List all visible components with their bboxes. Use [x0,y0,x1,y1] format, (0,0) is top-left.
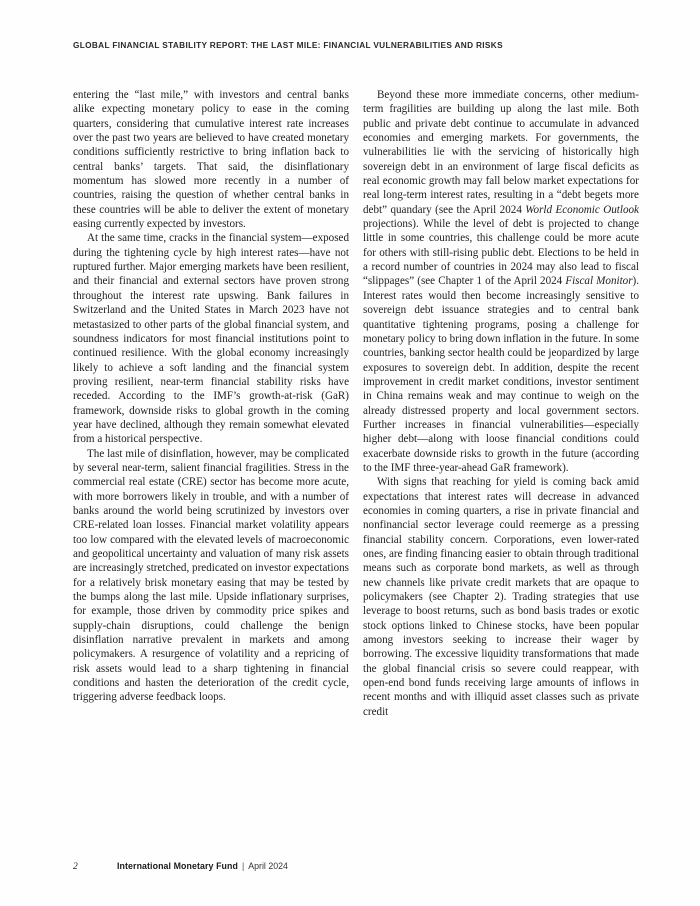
paragraph [73,231,349,446]
text-run: projections). While the level of debt is projected to change little in some countries, this challenge could be more acute for others with still-rising public debt. Elections to be held in a record number of countries in 2024 may also lead to fiscal “slippages” (see Chapter 1 of the April 2024 [363,218,639,288]
publisher-name: International Monetary Fund [117,861,238,871]
page-footer [73,861,288,872]
paragraph [363,475,639,719]
paragraph [363,88,639,475]
text-run: entering the “last mile,” with investors and central banks alike expecting monetary policy to ease in the coming quarters, considering that cumulative interest rate increases over the past two years are believed to have created monetary conditions sufficiently restrictive to bring inflation back to central banks’ targets. That said, the disinflationary momentum has slowed more recently in a number of countries, raising the question of whether central banks in these countries will be able to deliver the extent of monetary easing currently expected by investors. [73,89,349,231]
text-run: The last mile of disinflation, however, may be complicated by several near-term, salient financial fragilities. Stress in the commercial real estate (CRE) sector has become more acute, with more borrowers likely in trouble, and with a number of banks around the world being scrutinized by investors over CRE-related loan losses. Financial market volatility appears too low compared with the elevated levels of macroeconomic and geopolitical uncertainty and valuation of many risk assets are increasingly stretched, predicated on investor expectations for a relatively brisk monetary easing that may be tested by the bumps along the last mile. Upside inflationary surprises, for example, those driven by commodity price spikes and supply-chain disruptions, could challenge the benign disinflation narrative prevalent in markets and among policymakers. A resurgence of volatility and a repricing of risk assets would lead to a sharp tightening in financial conditions and hasten the deterioration of the credit cycle, triggering adverse feedback loops. [73,447,349,704]
paragraph [73,88,349,231]
footer-separator: | [241,861,245,871]
text-run: With signs that reaching for yield is coming back amid expectations that interest rates will decrease in advanced economies in coming quarters, a rise in private financial and nonfinancial sector leverage could reemerge as a pressing financial stability concern. Corporations, even lower-rated ones, are finding financing easier to obtain through traditional means such as corporate bond markets, as well as through new channels like private credit markets that are opaque to policymakers (see Chapter 2). Trading strategies that use leverage to boost returns, such as bond basis trades or exotic stock options linked to Chinese stocks, have been popular among investors seeking to increase their wager by borrowing. The excessive liquidity transformations that made the global financial crisis so severe could reappear, with open-end bond funds receiving large amounts of inflows in recent months and with illiquid asset classes such as private credit [363,476,639,718]
report-title: GLOBAL FINANCIAL STABILITY REPORT: THE LAST MILE: FINANCIAL VULNERABILITIES AND RISKS [73,40,503,50]
text-run: Beyond these more immediate concerns, other medium-term fragilities are building up along the last mile. Both public and private debt continue to accumulate in advanced economies and emerging markets. For governments, the vulnerabilities lie with the servicing of historically high sovereign debt in an environment of large fiscal deficits as real economic growth may fall below market expectations for real long-term interest rates, resulting in a “debt begets more debt” quandary (see the April 2024 [363,89,639,216]
italic-text-run: World Economic Outlook [525,203,639,216]
running-header [73,40,617,50]
text-column-right [363,88,639,719]
text-column-left [73,88,349,719]
text-run: ). Interest rates would then become increasingly sensitive to sovereign debt issuance strategies and to central bank quantitative tightening programs, posing a challenge for monetary policy to bring down inflation in the future. In some countries, banking sector health could be jeopardized by large exposures to sovereign debt. In addition, despite the recent improvement in credit market conditions, investor sentiment in China remains weak and may continue to weigh on the already distressed property and local government sectors. Further increases in financial vulnerabilities—especially higher debt—along with loose financial conditions could exacerbate downside risks to growth in the future (according to the IMF three-year-ahead GaR framework). [363,275,639,474]
page-body [73,88,639,719]
italic-text-run: Fiscal Monitor [565,275,633,288]
text-run: At the same time, cracks in the financial system—exposed during the tightening cycle by high interest rates—have not ruptured further. Major emerging markets have been resilient, and their financial and external sectors have proven strong throughout the interest rate upswing. Bank failures in Switzerland and the United States in March 2023 have not metastasized to other parts of the global financial system, and soundness indicators for most financial institutions point to continued resilience. With the global economy increasingly likely to achieve a soft landing and the financial system proving resilient, near-term financial stability risks have receded. According to the IMF’s growth-at-risk (GaR) framework, downside risks to global growth in the coming year have declined, although they remain somewhat elevated from a historical perspective. [73,232,349,446]
footer-date: April 2024 [248,861,288,871]
page-number: 2 [73,862,78,872]
paragraph [73,447,349,705]
